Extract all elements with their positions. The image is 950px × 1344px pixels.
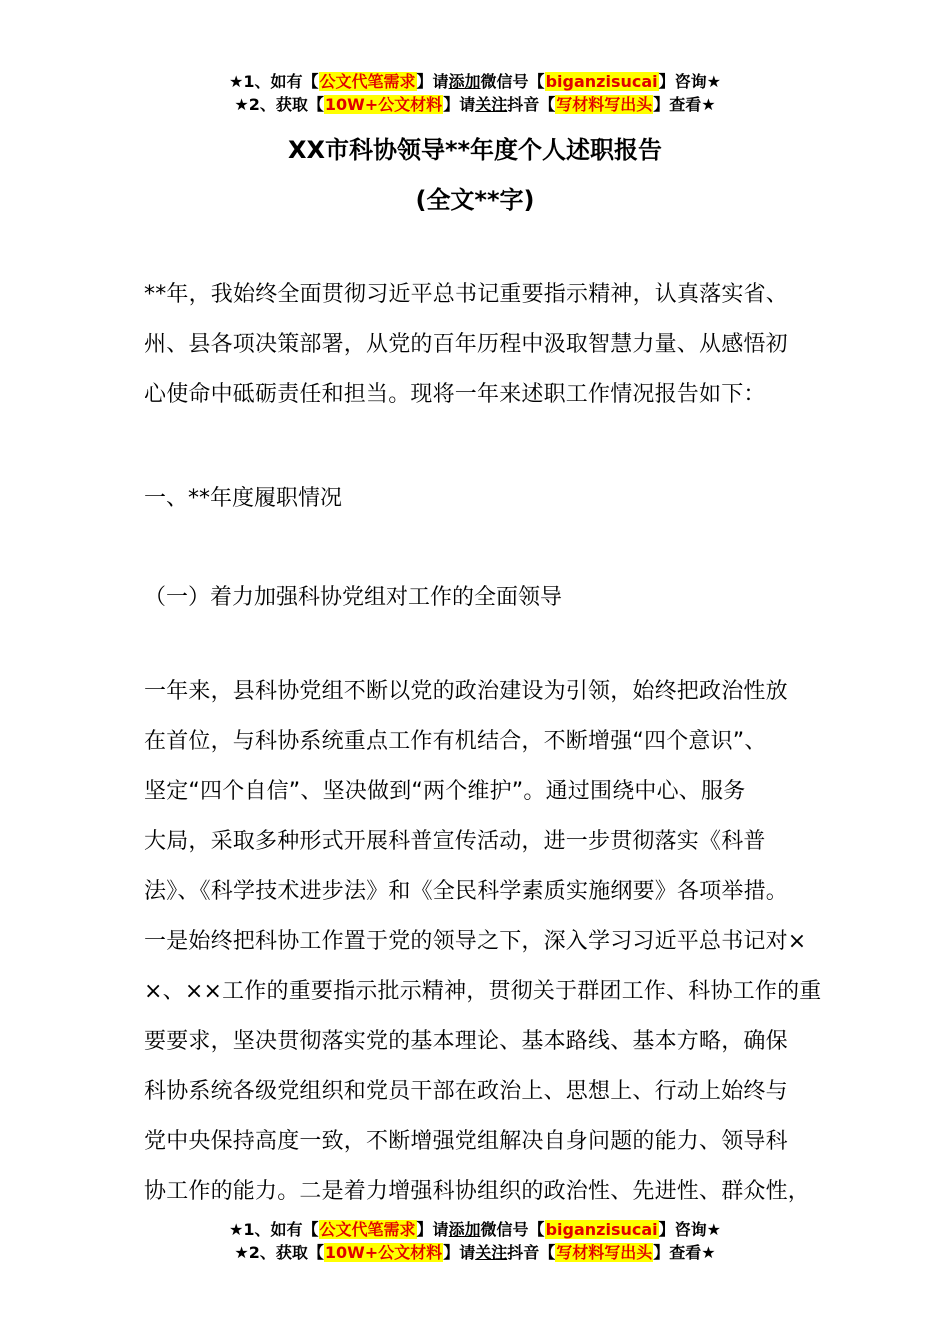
- banner-highlight: 公文代笔需求: [319, 72, 416, 91]
- intro-paragraph: [144, 270, 834, 420]
- banner-line-1: [0, 70, 950, 93]
- paragraph-line: 党中央保持高度一致，不断增强党组解决自身问题的能力、领导科: [144, 1129, 788, 1154]
- banner-underline-text: 关注: [475, 1243, 508, 1262]
- banner-text: ★1、如有【: [229, 72, 319, 91]
- banner-highlight: biganzisucai: [545, 1220, 658, 1239]
- paragraph-line: 科协系统各级党组织和党员干部在政治上、思想上、行动上始终与: [144, 1079, 788, 1104]
- banner-underline-text: 关注: [475, 95, 508, 114]
- section-heading: 一、**年度履职情况: [144, 486, 343, 511]
- banner-text: 】请: [443, 1243, 476, 1262]
- banner-text: ★2、获取【: [234, 95, 324, 114]
- paragraph-line: ×、××工作的重要指示批示精神，贯彻关于群团工作、科协工作的重: [144, 979, 822, 1004]
- banner-highlight: 公文代笔需求: [319, 1220, 416, 1239]
- banner-text: 】请: [416, 1220, 449, 1239]
- subsection-heading: （一）着力加强科协党组对工作的全面领导: [144, 585, 563, 610]
- top-banner: [0, 70, 950, 116]
- banner-text: 】请: [416, 72, 449, 91]
- banner-text: ★1、如有【: [229, 1220, 319, 1239]
- banner-highlight: 10W+公文材料: [324, 1243, 443, 1262]
- paragraph-line: 州、县各项决策部署，从党的百年历程中汲取智慧力量、从感悟初: [144, 332, 788, 357]
- paragraph-line: 一年来，县科协党组不断以党的政治建设为引领，始终把政治性放: [144, 679, 788, 704]
- paragraph-line: 在首位，与科协系统重点工作有机结合，不断增强“四个意识”、: [144, 729, 767, 754]
- paragraph-line: 心使命中砥砺责任和担当。现将一年来述职工作情况报告如下：: [144, 382, 766, 407]
- banner-line-2: [0, 93, 950, 116]
- banner-underline-text: 添加: [448, 72, 481, 91]
- banner-line-1: [0, 1218, 950, 1241]
- banner-highlight: biganzisucai: [545, 72, 658, 91]
- banner-highlight: 10W+公文材料: [324, 95, 443, 114]
- paragraph-line: 协工作的能力。二是着力增强科协组织的政治性、先进性、群众性，: [144, 1179, 811, 1204]
- banner-highlight: 写材料写出头: [556, 95, 653, 114]
- banner-text: ★2、获取【: [234, 1243, 324, 1262]
- document-title: XX市科协领导**年度个人述职报告: [287, 136, 663, 164]
- paragraph-line: 一是始终把科协工作置于党的领导之下，深入学习习近平总书记对×: [144, 929, 807, 954]
- banner-text: 】请: [443, 95, 476, 114]
- banner-highlight: 写材料写出头: [556, 1243, 653, 1262]
- banner-text: 微信号【: [480, 72, 545, 91]
- paragraph-line: 坚定“四个自信”、坚决做到“两个维护”。通过围绕中心、服务: [144, 779, 746, 804]
- banner-text: 】咨询★: [658, 72, 721, 91]
- banner-text: 】查看★: [653, 95, 716, 114]
- paragraph-line: 法》、《科学技术进步法》和《全民科学素质实施纲要》各项举措。: [144, 879, 789, 904]
- paragraph-line: 要要求，坚决贯彻落实党的基本理论、基本路线、基本方略，确保: [144, 1029, 788, 1054]
- paragraph-line: 大局，采取多种形式开展科普宣传活动，进一步贯彻落实《科普: [144, 829, 766, 854]
- banner-text: 】查看★: [653, 1243, 716, 1262]
- banner-text: 】咨询★: [658, 1220, 721, 1239]
- bottom-banner: [0, 1218, 950, 1264]
- banner-line-2: [0, 1241, 950, 1264]
- banner-underline-text: 添加: [448, 1220, 481, 1239]
- document-subtitle: (全文**字): [415, 186, 535, 214]
- body-paragraph: [144, 667, 834, 1217]
- paragraph-line: **年，我始终全面贯彻习近平总书记重要指示精神，认真落实省、: [144, 282, 789, 307]
- banner-text: 抖音【: [507, 1243, 556, 1262]
- banner-text: 微信号【: [480, 1220, 545, 1239]
- banner-text: 抖音【: [507, 95, 556, 114]
